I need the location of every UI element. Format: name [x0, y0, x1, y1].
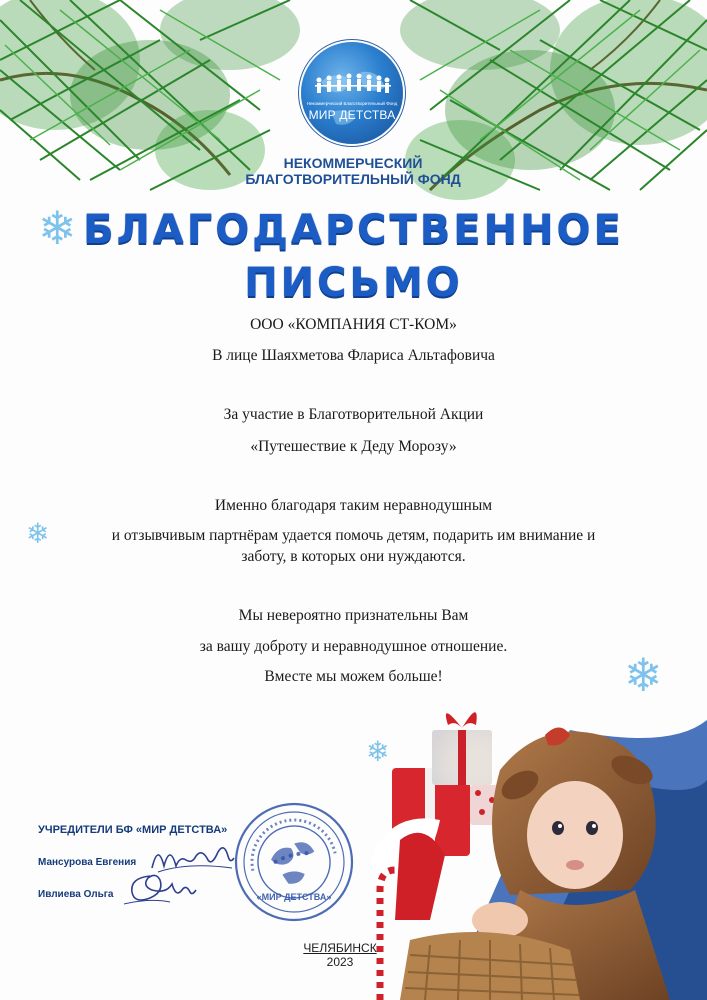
- document-title-line-1: БЛАГОДАРСТВЕННОЕ: [83, 207, 624, 253]
- snowflake-icon: ❄: [38, 201, 77, 255]
- paragraph-2-line-2: за вашу доброту и неравнодушное отношение.: [199, 638, 508, 655]
- paragraph-2-line-1: Мы невероятно признательны Вам: [238, 607, 469, 624]
- org-line-2: БЛАГОТВОРИТЕЛЬНЫЙ ФОНД: [245, 171, 461, 187]
- founders-label: УЧРЕДИТЕЛИ БФ «МИР ДЕТСТВА»: [38, 824, 228, 836]
- stamp-name: «МИР ДЕТСТВА»: [256, 892, 332, 902]
- year: 2023: [326, 955, 354, 969]
- org-line-1: НЕКОММЕРЧЕСКИЙ: [283, 155, 423, 171]
- snowflake-icon: ❄: [366, 735, 390, 768]
- signature: [120, 868, 200, 910]
- reason-line-2: «Путешествие к Деду Морозу»: [250, 438, 457, 455]
- city: ЧЕЛЯБИНСК: [303, 941, 377, 955]
- paragraph-1-line-2: и отзывчивым партнёрам удается помочь детям, подарить им внимание и: [111, 527, 596, 544]
- document-title-line-2: ПИСЬМО: [244, 260, 463, 306]
- stamp-seal: [232, 800, 356, 924]
- organization-name: [153, 155, 553, 187]
- child-photo: [370, 690, 707, 1000]
- signer-1-name: Мансурова Евгения: [38, 857, 137, 868]
- snowflake-icon: ❄: [26, 517, 50, 550]
- foundation-logo: [301, 42, 403, 144]
- paragraph-1-line-3: заботу, в которых они нуждаются.: [241, 548, 466, 565]
- signer-2-name: Ивлиева Ольга: [38, 889, 114, 900]
- reason-line-1: За участие в Благотворительной Акции: [223, 406, 484, 423]
- logo-globe-icon: [301, 42, 403, 144]
- snowflake-icon: ❄: [624, 648, 663, 702]
- logo-name: МИР ДЕТСТВА: [308, 108, 396, 122]
- paragraph-1-line-1: Именно благодаря таким неравнодушным: [214, 497, 493, 514]
- city-year: [285, 941, 395, 969]
- logo-subtitle: Некоммерческий Благотворительный Фонд: [306, 101, 398, 106]
- recipient: ООО «КОМПАНИЯ СТ-КОМ»: [250, 316, 457, 333]
- represented-by: В лице Шаяхметова Флариса Альтафовича: [212, 347, 495, 364]
- paragraph-2-line-3: Вместе мы можем больше!: [264, 668, 443, 685]
